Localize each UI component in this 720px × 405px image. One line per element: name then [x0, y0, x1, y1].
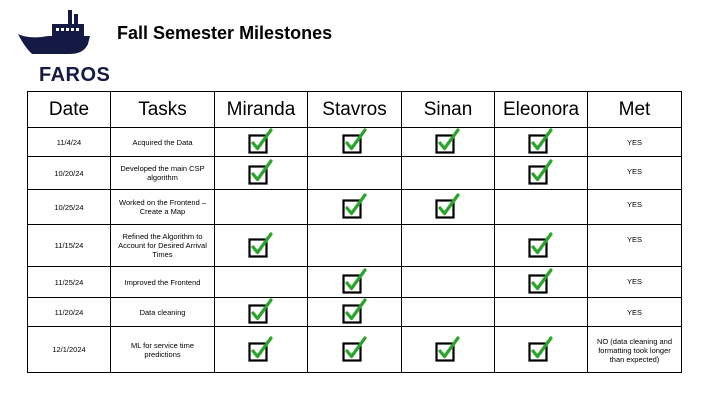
check-cell-sinan [402, 298, 495, 327]
checkbox-checked-icon [527, 232, 555, 260]
header-tasks: Tasks [111, 92, 215, 128]
check-cell-miranda [215, 225, 308, 267]
check-cell-sinan [402, 190, 495, 225]
header-miranda: Miranda [215, 92, 308, 128]
checkbox-checked-icon [247, 159, 275, 187]
check-cell-eleonora [495, 157, 588, 190]
check-cell-sinan [402, 225, 495, 267]
table-row [28, 157, 682, 190]
check-cell-stavros [308, 157, 402, 190]
check-cell-stavros [308, 128, 402, 157]
check-cell-sinan [402, 267, 495, 298]
check-cell-stavros [308, 298, 402, 327]
date-cell: 10/25/24 [28, 190, 111, 225]
checkbox-checked-icon [341, 336, 369, 364]
table-row [28, 298, 682, 327]
date-cell: 11/25/24 [28, 267, 111, 298]
check-cell-miranda [215, 327, 308, 373]
checkbox-checked-icon [527, 159, 555, 187]
checkbox-checked-icon [341, 268, 369, 296]
check-cell-eleonora [495, 225, 588, 267]
met-cell: YES [588, 157, 682, 190]
date-cell: 11/15/24 [28, 225, 111, 267]
checkbox-checked-icon [434, 336, 462, 364]
check-cell-stavros [308, 327, 402, 373]
header-stavros: Stavros [308, 92, 402, 128]
table-row [28, 267, 682, 298]
task-cell: Data cleaning [111, 298, 215, 327]
header-row [28, 92, 682, 128]
task-cell: ML for service time predictions [111, 327, 215, 373]
check-cell-sinan [402, 327, 495, 373]
check-cell-stavros [308, 225, 402, 267]
check-cell-eleonora [495, 327, 588, 373]
checkbox-checked-icon [341, 193, 369, 221]
table-row [28, 128, 682, 157]
check-cell-eleonora [495, 267, 588, 298]
brand-name: FAROS [39, 64, 111, 86]
table-row [28, 327, 682, 373]
header-met: Met [588, 92, 682, 128]
date-cell: 11/20/24 [28, 298, 111, 327]
milestones-table [27, 91, 682, 373]
checkbox-checked-icon [434, 193, 462, 221]
header-date: Date [28, 92, 111, 128]
checkbox-checked-icon [527, 128, 555, 156]
table-row [28, 225, 682, 267]
checkbox-checked-icon [434, 128, 462, 156]
check-cell-eleonora [495, 190, 588, 225]
table-body [28, 128, 682, 373]
date-cell: 11/4/24 [28, 128, 111, 157]
check-cell-sinan [402, 128, 495, 157]
check-cell-sinan [402, 157, 495, 190]
checkbox-checked-icon [247, 298, 275, 326]
table-row [28, 190, 682, 225]
met-cell: YES [588, 128, 682, 157]
task-cell: Acquired the Data [111, 128, 215, 157]
faros-logo [18, 8, 111, 86]
ship-icon [18, 8, 92, 60]
checkbox-checked-icon [247, 232, 275, 260]
checkbox-checked-icon [341, 128, 369, 156]
checkbox-checked-icon [247, 128, 275, 156]
met-cell: NO (data cleaning and formatting took longer than expected) [588, 327, 682, 373]
check-cell-eleonora [495, 298, 588, 327]
check-cell-stavros [308, 267, 402, 298]
header-eleonora: Eleonora [495, 92, 588, 128]
date-cell: 10/20/24 [28, 157, 111, 190]
met-cell: YES [588, 298, 682, 327]
met-cell: YES [588, 225, 682, 267]
checkbox-checked-icon [247, 336, 275, 364]
task-cell: Worked on the Frontend – Create a Map [111, 190, 215, 225]
check-cell-stavros [308, 190, 402, 225]
check-cell-miranda [215, 190, 308, 225]
task-cell: Refined the Algorithm to Account for Desired Arrival Times [111, 225, 215, 267]
page-title: Fall Semester Milestones [117, 23, 333, 43]
check-cell-miranda [215, 298, 308, 327]
task-cell: Improved the Frontend [111, 267, 215, 298]
met-cell: YES [588, 190, 682, 225]
check-cell-miranda [215, 128, 308, 157]
check-cell-miranda [215, 267, 308, 298]
date-cell: 12/1/2024 [28, 327, 111, 373]
check-cell-miranda [215, 157, 308, 190]
checkbox-checked-icon [341, 298, 369, 326]
checkbox-checked-icon [527, 268, 555, 296]
header-sinan: Sinan [402, 92, 495, 128]
check-cell-eleonora [495, 128, 588, 157]
task-cell: Developed the main CSP algorithm [111, 157, 215, 190]
met-cell: YES [588, 267, 682, 298]
checkbox-checked-icon [527, 336, 555, 364]
